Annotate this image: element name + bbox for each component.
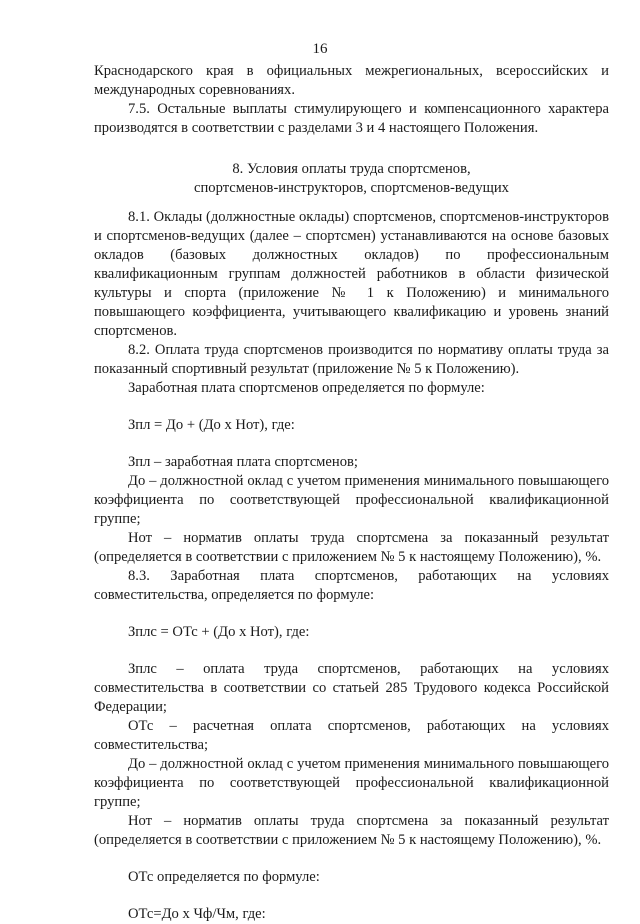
formula-part-time-salary: Зплс = ОТс + (До х Нот), где: (128, 624, 310, 640)
paragraph-continuation: Краснодарского края в официальных межрегиональных, всероссийских и международных соревнованиях. (94, 63, 609, 98)
page-number: 16 (312, 41, 328, 57)
paragraph-7-5: 7.5. Остальные выплаты стимулирующего и компенсационного характера производятся в соответствии с разделами 3 и 4 настоящего Положения. (94, 101, 609, 136)
definition-zpl: Зпл – заработная плата спортсменов; (128, 454, 358, 470)
definition-do-2: До – должностной оклад с учетом применения минимального повышающего коэффициента по соответствующей профессиональной квалификационной группе; (94, 756, 609, 810)
formula-salary: Зпл = До + (До х Нот), где: (128, 417, 295, 433)
definition-not: Нот – норматив оплаты труда спортсмена за показанный результат (определяется в соответствии с приложением № 5 к настоящему Положению), %. (94, 530, 609, 565)
paragraph-8-2: 8.2. Оплата труда спортсменов производится по нормативу оплаты труда за показанный спортивный результат (приложение № 5 к Положению). (94, 342, 609, 377)
page-content (94, 62, 609, 924)
definition-do: До – должностной оклад с учетом применения минимального повышающего коэффициента по соответствующей профессиональной квалификационной группе; (94, 473, 609, 527)
paragraph-8-3: 8.3. Заработная плата спортсменов, работающих на условиях совместительства, определяется по формуле: (94, 568, 609, 603)
salary-formula-intro: Заработная плата спортсменов определяется по формуле: (128, 380, 485, 396)
formula-ots: ОТс=До х Чф/Чм, где: (128, 906, 266, 922)
definition-zpls: Зплс – оплата труда спортсменов, работающих на условиях совместительства в соответствии со статьей 285 Трудового кодекса Российской Федерации; (94, 661, 609, 715)
definition-ots: ОТс – расчетная оплата спортсменов, работающих на условиях совместительства; (94, 718, 609, 753)
ots-formula-intro: ОТс определяется по формуле: (128, 869, 320, 885)
section-title-line-2: спортсменов-инструкторов, спортсменов-ведущих (194, 180, 509, 196)
definition-not-2: Нот – норматив оплаты труда спортсмена за показанный результат (определяется в соответствии с приложением № 5 к настоящему Положению), %. (94, 813, 609, 848)
section-title-line-1: 8. Условия оплаты труда спортсменов, (232, 161, 471, 177)
paragraph-8-1: 8.1. Оклады (должностные оклады) спортсменов, спортсменов-инструкторов и спортсменов-ведущих (далее – спортсмен) устанавливаются на основе базовых окладов (базовых должностных окладов) по профессиональным квалификационным группам должностей работников в области физической культуры и спорта (приложение № 1 к Положению) и минимального повышающего коэффициента, учитывающего квалификацию и уровень знаний спортсменов. (94, 209, 609, 339)
